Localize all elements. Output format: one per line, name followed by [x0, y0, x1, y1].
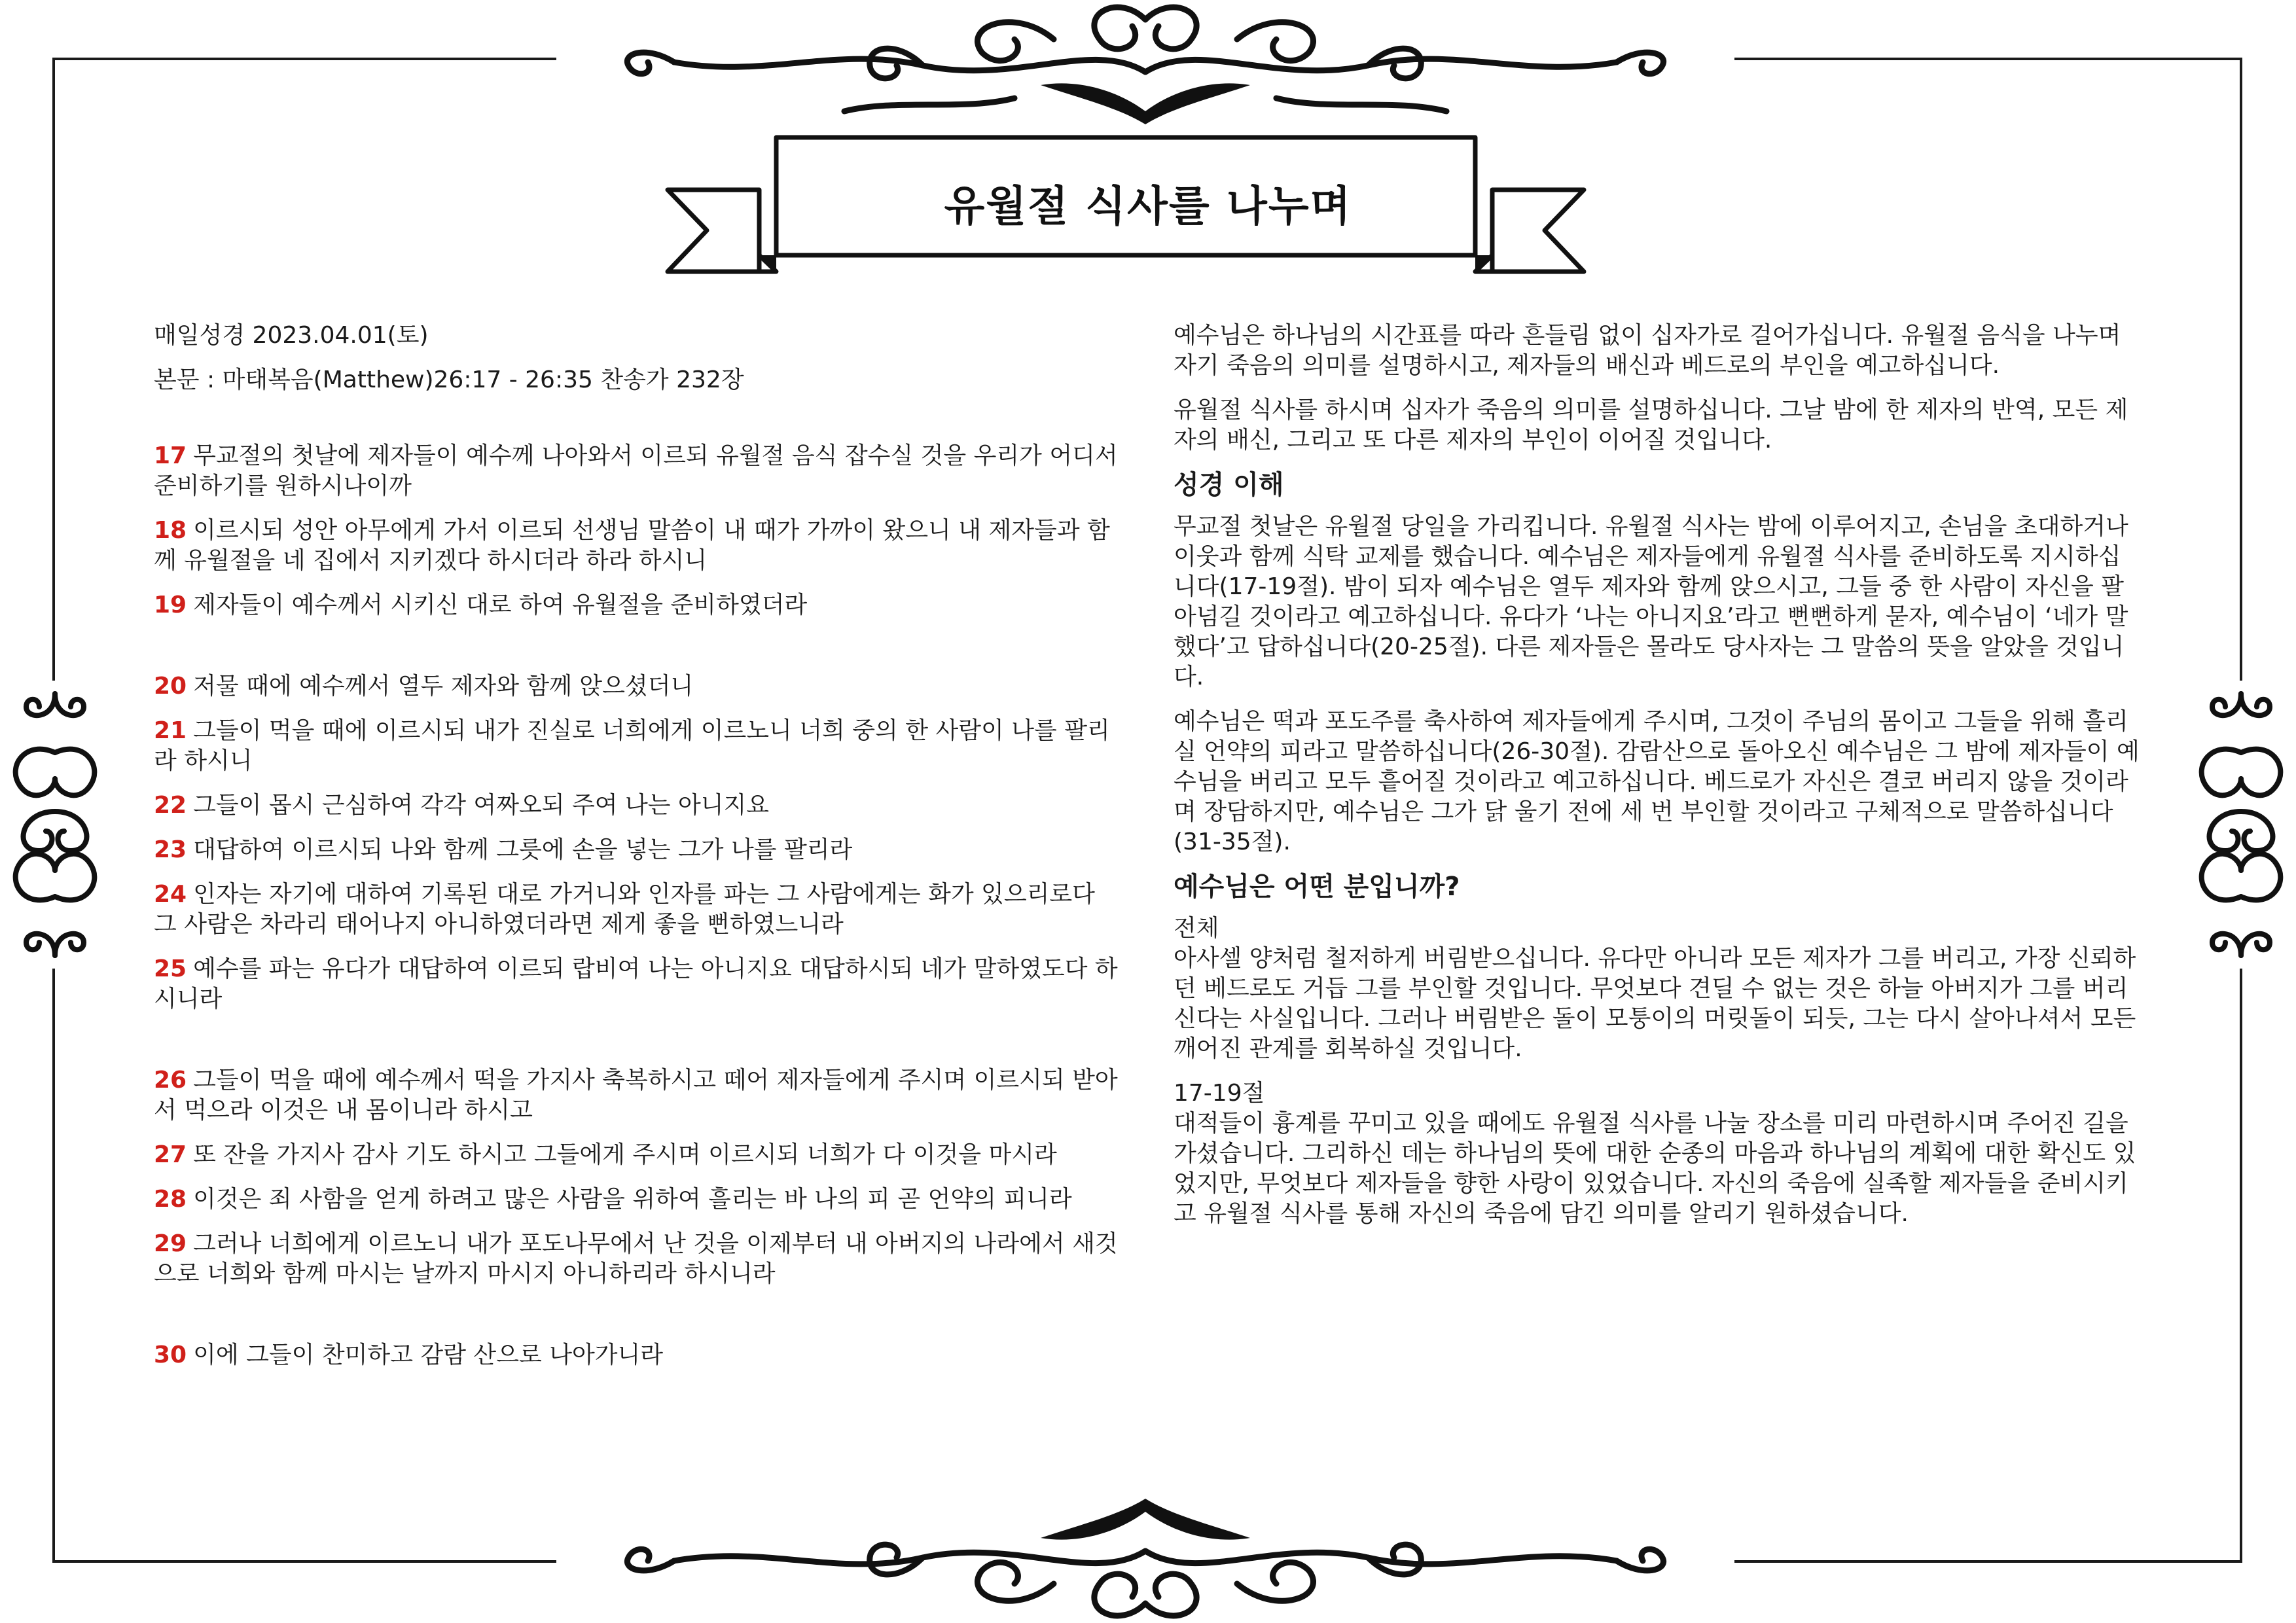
scroll-ornament-bottom-icon	[556, 1492, 1734, 1623]
verse-number: 28	[154, 1186, 187, 1213]
verse-21	[154, 716, 1122, 776]
scroll-ornament-top-icon	[556, 0, 1734, 131]
verse-text: 이르시되 성안 아무에게 가서 이르되 선생님 말씀이 내 때가 가까이 왔으니 내 제자들과 함께 유월절을 네 집에서 지키겠다 하시더라 하라 하시니	[154, 517, 1110, 574]
verse-text: 대답하여 이르시되 나와 함께 그릇에 손을 넣는 그가 나를 팔리라	[193, 836, 853, 863]
date-line: 매일성경 2023.04.01(토)	[154, 322, 429, 349]
heart-scroll-left-icon	[0, 681, 111, 969]
understanding-paragraph-1: 무교절 첫날은 유월절 당일을 가리킵니다. 유월절 식사는 밤에 이루어지고, 손님을 초대하거나 이웃과 함께 식탁 교제를 했습니다. 예수님은 제자들에게 유월절 식사를 준비하도록 지시하십니다(17-19절). 밤이 되자 예수님은 열두 제자와 함께 앉으시고, 그들 중 한 사람이 자신을 팔아넘길 것이라고 예고하십니다. 유다가 ‘나는 아니지요’라고 뻔뻔하게 묻자, 예수님이 ‘네가 말했다’고 답하십니다(20-25절). 다른 제자들은 몰라도 당사자는 그 말씀의 뜻을 알았을 것입니다.	[1174, 513, 2128, 690]
verse-number: 17	[154, 442, 187, 469]
verse-30	[154, 1340, 1122, 1370]
subheading-whole: 전체	[1174, 915, 1219, 942]
verse-text: 또 잔을 가지사 감사 기도 하시고 그들에게 주시며 이르시되 너희가 다 이것을 마시라	[193, 1141, 1057, 1168]
verse-24	[154, 880, 1122, 940]
section-heading-who-is-jesus: 예수님은 어떤 분입니까?	[1174, 872, 1460, 902]
verse-25	[154, 954, 1122, 1014]
reflection-block-whole	[1174, 914, 2142, 1064]
page-title: 유월절 식사를 나누며	[944, 183, 1352, 231]
verse-29	[154, 1229, 1122, 1289]
verse-number: 19	[154, 592, 187, 618]
verse-number: 18	[154, 517, 187, 544]
reflection-block-17-19	[1174, 1079, 2142, 1229]
verse-text: 인자는 자기에 대하여 기록된 대로 가거니와 인자를 파는 그 사람에게는 화가 있으리로다 그 사람은 차라리 태어나지 아니하였더라면 제게 좋을 뻔하였느니라	[154, 881, 1095, 938]
scripture-column	[154, 321, 1122, 1385]
verse-text: 이에 그들이 찬미하고 감람 산으로 나아가니라	[193, 1342, 664, 1368]
verse-18	[154, 516, 1122, 576]
verse-text: 그들이 몹시 근심하여 각각 여짜오되 주여 나는 아니지요	[193, 792, 770, 819]
verse-22	[154, 791, 1122, 821]
verse-text: 그들이 먹을 때에 예수께서 떡을 가지사 축복하시고 떼어 제자들에게 주시며 이르시되 받아서 먹으라 이것은 내 몸이니라 하시고	[154, 1067, 1118, 1124]
reflection-text-17-19: 대적들이 흉계를 꾸미고 있을 때에도 유월절 식사를 나눌 장소를 미리 마련하시며 주어진 길을 가셨습니다. 그리하신 데는 하나님의 뜻에 대한 순종의 마음과 하나님의 계획에 대한 확신도 있었지만, 무엇보다 제자들을 향한 사랑이 있었습니다. 자신의 죽음에 실족할 제자들을 준비시키고 유월절 식사를 통해 자신의 죽음에 담긴 의미를 알리기 원하셨습니다.	[1174, 1110, 2136, 1227]
commentary-column	[1174, 321, 2142, 1243]
verse-number: 27	[154, 1141, 187, 1168]
verse-number: 29	[154, 1230, 187, 1257]
verse-26	[154, 1065, 1122, 1126]
verse-text: 무교절의 첫날에 제자들이 예수께 나아와서 이르되 유월절 음식 잡수실 것을 우리가 어디서 준비하기를 원하시나이까	[154, 442, 1118, 499]
heart-scroll-right-icon	[2185, 681, 2296, 969]
verse-27	[154, 1140, 1122, 1170]
verse-19	[154, 590, 1122, 620]
verse-text: 제자들이 예수께서 시키신 대로 하여 유월절을 준비하였더라	[193, 592, 808, 618]
verse-number: 26	[154, 1067, 187, 1094]
verse-number: 21	[154, 717, 187, 744]
verse-number: 22	[154, 792, 187, 819]
verse-text: 저물 때에 예수께서 열두 제자와 함께 앉으셨더니	[193, 673, 694, 700]
intro-paragraph-2: 유월절 식사를 하시며 십자가 죽음의 의미를 설명하십니다. 그날 밤에 한 제자의 반역, 모든 제자의 배신, 그리고 또 다른 제자의 부인이 이어질 것입니다.	[1174, 397, 2128, 454]
verse-28	[154, 1185, 1122, 1215]
verse-number: 25	[154, 955, 187, 982]
verse-number: 24	[154, 881, 187, 908]
reflection-text-whole: 아사셀 양처럼 철저하게 버림받으십니다. 유다만 아니라 모든 제자가 그를 버리고, 가장 신뢰하던 베드로도 거듭 그를 부인할 것입니다. 무엇보다 견딜 수 없는 것은 하늘 아버지가 그를 버리신다는 사실입니다. 그러나 버림받은 돌이 모퉁이의 머릿돌이 되듯, 그는 다시 살아나셔서 모든 깨어진 관계를 회복하실 것입니다.	[1174, 945, 2136, 1062]
text-reference: 본문 : 마태복음(Matthew)26:17 - 26:35 찬송가 232장	[154, 366, 744, 393]
verse-number: 23	[154, 836, 187, 863]
subheading-17-19: 17-19절	[1174, 1080, 1265, 1107]
verse-text: 그러나 너희에게 이르노니 내가 포도나무에서 난 것을 이제부터 내 아버지의 나라에서 새것으로 너희와 함께 마시는 날까지 마시지 아니하리라 하시니라	[154, 1230, 1118, 1287]
verse-text: 그들이 먹을 때에 이르시되 내가 진실로 너희에게 이르노니 너희 중의 한 사람이 나를 팔리라 하시니	[154, 717, 1110, 774]
verse-17	[154, 441, 1122, 501]
verse-23	[154, 835, 1122, 865]
understanding-paragraph-2: 예수님은 떡과 포도주를 축사하여 제자들에게 주시며, 그것이 주님의 몸이고 그들을 위해 흘리실 언약의 피라고 말씀하십니다(26-30절). 감람산으로 돌아오신 예수님은 그 밤에 제자들이 예수님을 버리고 모두 흩어질 것이라고 예고하십니다. 베드로가 자신은 결코 버리지 않을 것이라며 장담하지만, 예수님은 그가 닭 울기 전에 세 번 부인할 것이라고 구체적으로 말씀하십니다(31-35절).	[1174, 708, 2140, 855]
verse-number: 20	[154, 673, 187, 700]
verse-text: 이것은 죄 사함을 얻게 하려고 많은 사람을 위하여 흘리는 바 나의 피 곧 언약의 피니라	[193, 1186, 1072, 1213]
verse-20	[154, 671, 1122, 702]
section-heading-understanding: 성경 이해	[1174, 470, 1284, 500]
verse-number: 30	[154, 1342, 187, 1368]
verse-text: 예수를 파는 유다가 대답하여 이르되 랍비여 나는 아니지요 대답하시되 네가 말하였도다 하시니라	[154, 955, 1118, 1012]
intro-paragraph-1: 예수님은 하나님의 시간표를 따라 흔들림 없이 십자가로 걸어가십니다. 유월절 음식을 나누며 자기 죽음의 의미를 설명하시고, 제자들의 배신과 베드로의 부인을 예고하십니다.	[1174, 322, 2121, 379]
